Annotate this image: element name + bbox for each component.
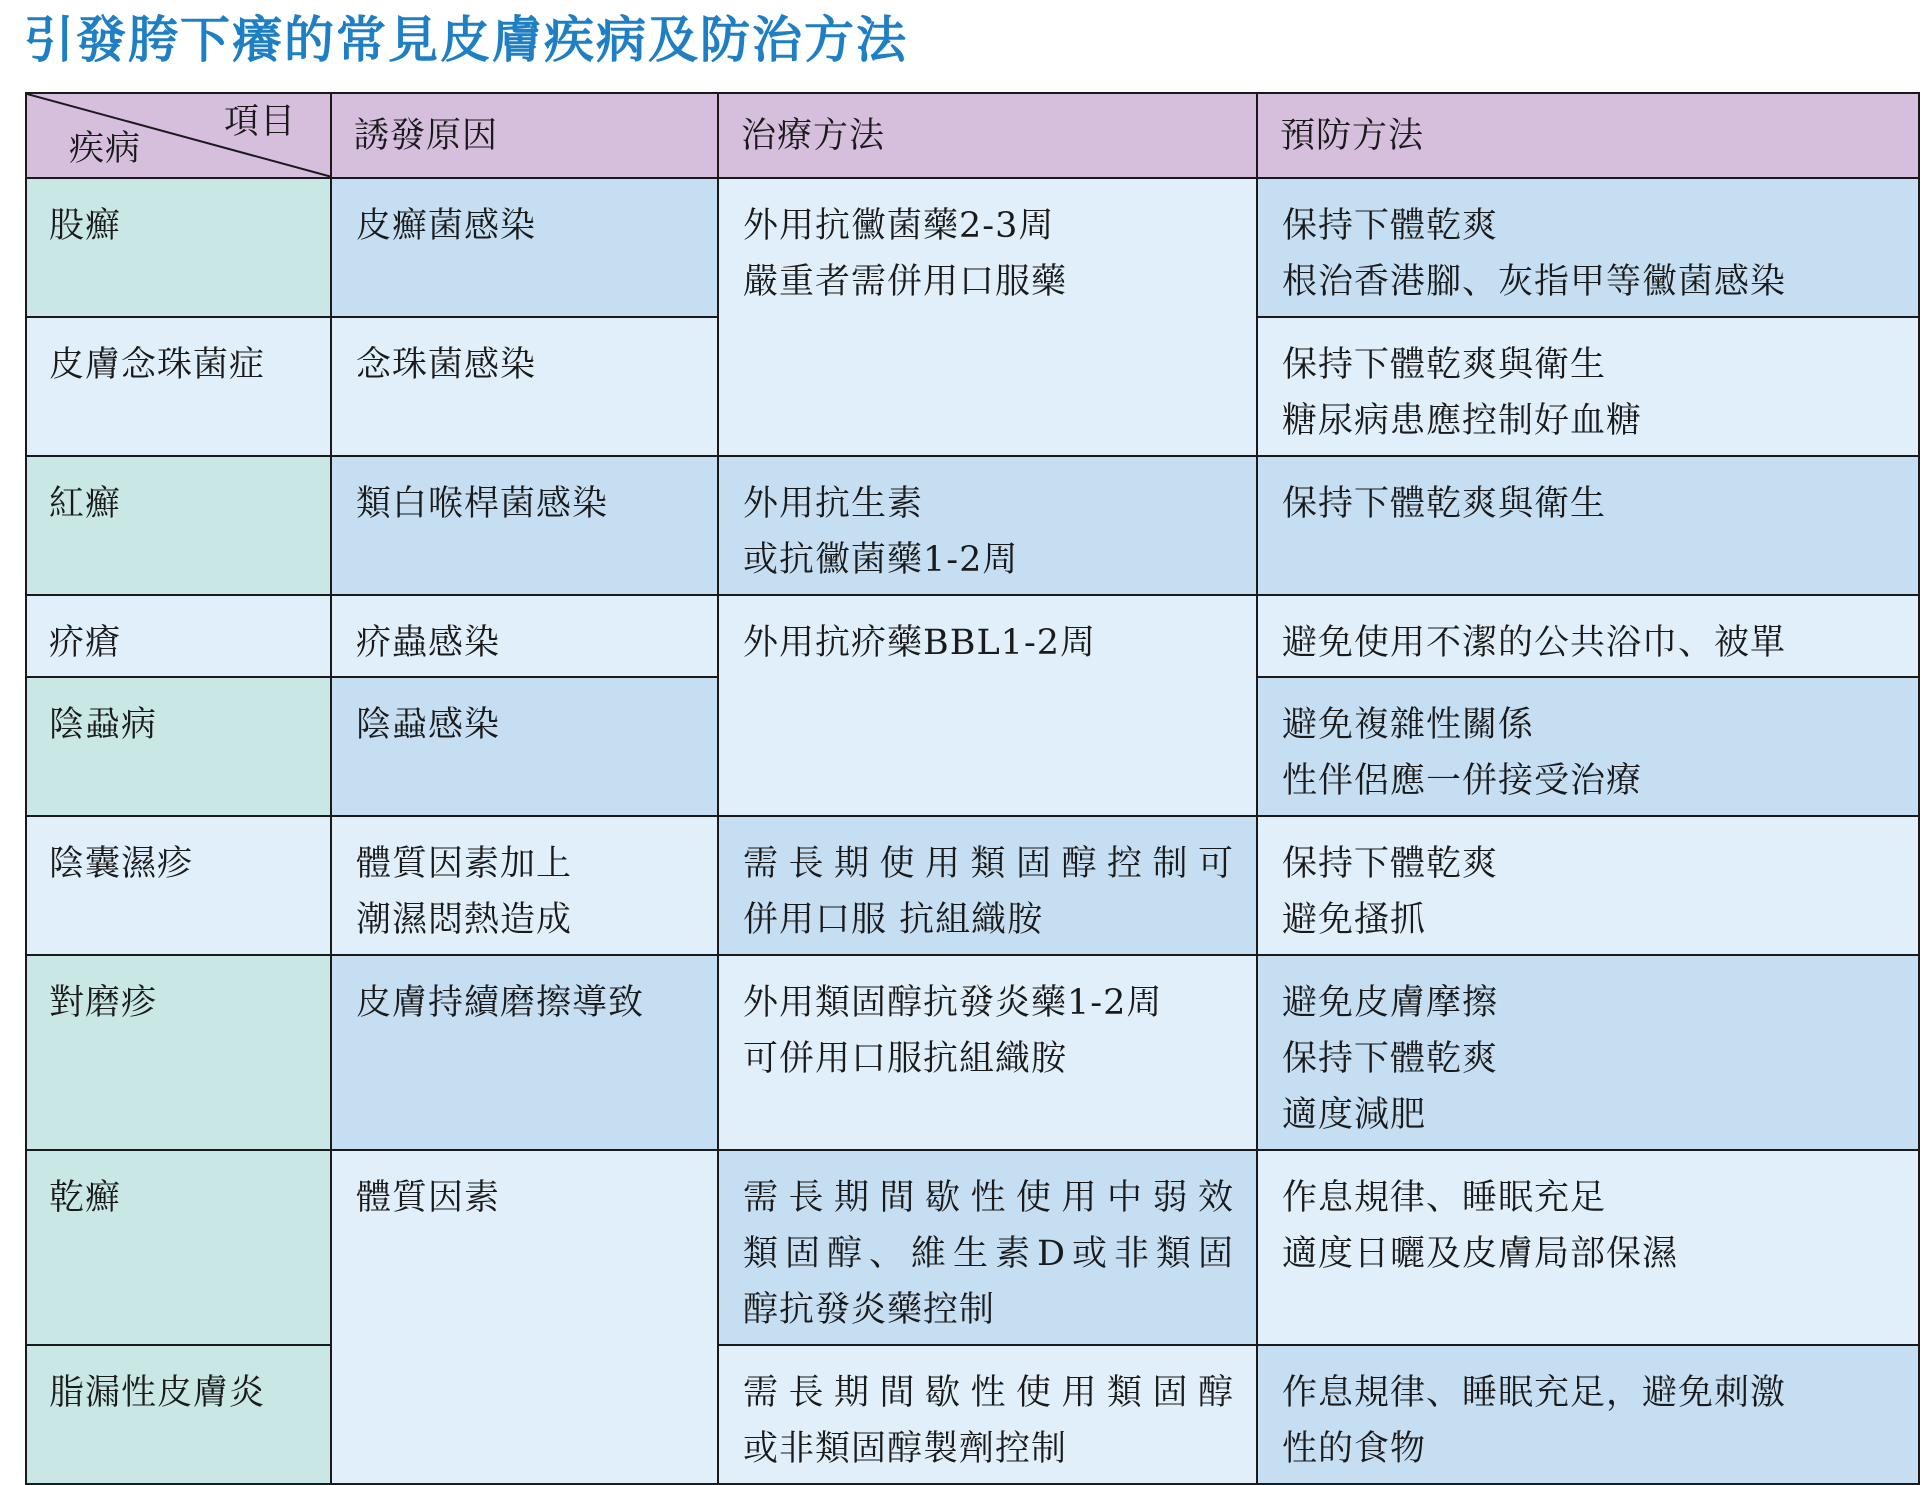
header-row	[26, 93, 1919, 178]
cell-text-line: 陰蝨病	[49, 705, 158, 745]
disease-cell	[26, 816, 331, 955]
cell-text-line: 保持下體乾爽與衛生	[1282, 484, 1607, 524]
cell-text-line: 紅癬	[49, 484, 122, 524]
prevention-cell	[1257, 1345, 1919, 1484]
table-row	[26, 816, 1919, 955]
cell-text-line: 需長期間歇性使用中弱效	[743, 1178, 1234, 1218]
cause-cell	[331, 677, 718, 816]
cell-text-line: 性伴侶應一併接受治療	[1282, 761, 1643, 801]
prevention-cell	[1257, 317, 1919, 456]
cell-text-line: 脂漏性皮膚炎	[49, 1373, 266, 1413]
cell-text-line: 外用類固醇抗發炎藥1-2周	[743, 983, 1163, 1023]
treatment-cell	[718, 178, 1257, 456]
treatment-cell	[718, 1150, 1257, 1345]
treatment-cell	[718, 816, 1257, 955]
prevention-cell	[1257, 955, 1919, 1150]
cause-cell	[331, 178, 718, 317]
cell-text-line: 保持下體乾爽	[1282, 1039, 1499, 1079]
cell-text-line: 醇抗發炎藥控制	[743, 1290, 996, 1330]
cell-text-line: 適度日曬及皮膚局部保濕	[1282, 1234, 1679, 1274]
cell-text-line: 類白喉桿菌感染	[356, 484, 609, 524]
cell-text-line: 體質因素加上	[356, 844, 573, 884]
cell-text-line: 保持下體乾爽	[1282, 206, 1499, 246]
cell-text-line: 嚴重者需併用口服藥	[743, 262, 1068, 302]
header-disease-label: 疾病	[69, 129, 142, 169]
cell-text-line: 股癬	[49, 206, 122, 246]
cause-cell	[331, 1150, 718, 1484]
disease-cell	[26, 955, 331, 1150]
cell-text-line: 類固醇、維生素D或非類固	[743, 1234, 1234, 1274]
cell-text-line: 保持下體乾爽	[1282, 844, 1499, 884]
cell-text-line: 疥瘡	[49, 623, 122, 663]
treatment-cell	[718, 955, 1257, 1150]
cell-text-line: 疥蟲感染	[356, 623, 501, 663]
cause-cell	[331, 595, 718, 677]
cause-cell	[331, 955, 718, 1150]
header-treatment: 治療方法	[718, 93, 1257, 178]
header-item-label: 項目	[223, 102, 296, 142]
cell-text-line: 外用抗生素	[743, 484, 924, 524]
cause-cell	[331, 816, 718, 955]
cell-text-line: 需長期間歇性使用類固醇	[743, 1373, 1234, 1413]
cell-text-line: 可併用口服抗組織胺	[743, 1039, 1068, 1079]
page-title: 引發胯下癢的常見皮膚疾病及防治方法	[24, 11, 908, 69]
table-row	[26, 595, 1919, 677]
cell-text-line: 陰蝨感染	[356, 705, 501, 745]
cell-text-line: 避免搔抓	[1282, 900, 1427, 940]
table-row	[26, 1150, 1919, 1345]
header-prevention: 預防方法	[1257, 93, 1919, 178]
treatment-cell	[718, 595, 1257, 816]
disease-cell	[26, 1345, 331, 1484]
cell-text-line: 避免複雜性關係	[1282, 705, 1535, 745]
prevention-cell	[1257, 677, 1919, 816]
cell-text-line: 保持下體乾爽與衛生	[1282, 345, 1607, 385]
cell-text-line: 陰囊濕疹	[49, 844, 194, 884]
disease-cell	[26, 677, 331, 816]
disease-cell	[26, 178, 331, 317]
table-row	[26, 1345, 1919, 1484]
table-row	[26, 456, 1919, 595]
cause-cell	[331, 317, 718, 456]
cell-text-line: 乾癬	[49, 1178, 122, 1218]
cell-text-line: 外用抗黴菌藥2-3周	[743, 206, 1055, 246]
disease-cell	[26, 595, 331, 677]
cell-text-line: 皮膚念珠菌症	[49, 345, 266, 385]
cell-text-line: 或非類固醇製劑控制	[743, 1429, 1068, 1469]
table-row	[26, 955, 1919, 1150]
cell-text-line: 併用口服 抗組織胺	[743, 900, 1044, 940]
header-corner-cell	[26, 93, 331, 178]
cell-text-line: 適度減肥	[1282, 1095, 1427, 1135]
cell-text-line: 性的食物	[1282, 1429, 1427, 1469]
cell-text-line: 念珠菌感染	[356, 345, 537, 385]
treatment-cell	[718, 456, 1257, 595]
disease-cell	[26, 456, 331, 595]
cell-text-line: 皮膚持續磨擦導致	[356, 983, 645, 1023]
header-cause: 誘發原因	[331, 93, 718, 178]
cell-text-line: 或抗黴菌藥1-2周	[743, 540, 1019, 580]
cell-text-line: 皮癬菌感染	[356, 206, 537, 246]
cell-text-line: 根治香港腳、灰指甲等黴菌感染	[1282, 262, 1787, 302]
cell-text-line: 作息規律、睡眠充足，避免刺激	[1282, 1373, 1787, 1413]
prevention-cell	[1257, 1150, 1919, 1345]
cell-text-line: 避免使用不潔的公共浴巾、被單	[1282, 623, 1787, 663]
disease-cell	[26, 317, 331, 456]
prevention-cell	[1257, 456, 1919, 595]
cell-text-line: 體質因素	[356, 1178, 501, 1218]
table-row	[26, 178, 1919, 317]
prevention-cell	[1257, 178, 1919, 317]
treatment-cell	[718, 1345, 1257, 1484]
cell-text-line: 對磨疹	[49, 983, 158, 1023]
cell-text-line: 外用抗疥藥BBL1-2周	[743, 623, 1097, 663]
cell-text-line: 需長期使用類固醇控制可	[743, 844, 1234, 884]
cell-text-line: 潮濕悶熱造成	[356, 900, 573, 940]
disease-cell	[26, 1150, 331, 1345]
disease-table	[25, 92, 1920, 1485]
cell-text-line: 糖尿病患應控制好血糖	[1282, 401, 1643, 441]
cell-text-line: 避免皮膚摩擦	[1282, 983, 1499, 1023]
cell-text-line: 作息規律、睡眠充足	[1282, 1178, 1607, 1218]
prevention-cell	[1257, 816, 1919, 955]
cause-cell	[331, 456, 718, 595]
prevention-cell	[1257, 595, 1919, 677]
